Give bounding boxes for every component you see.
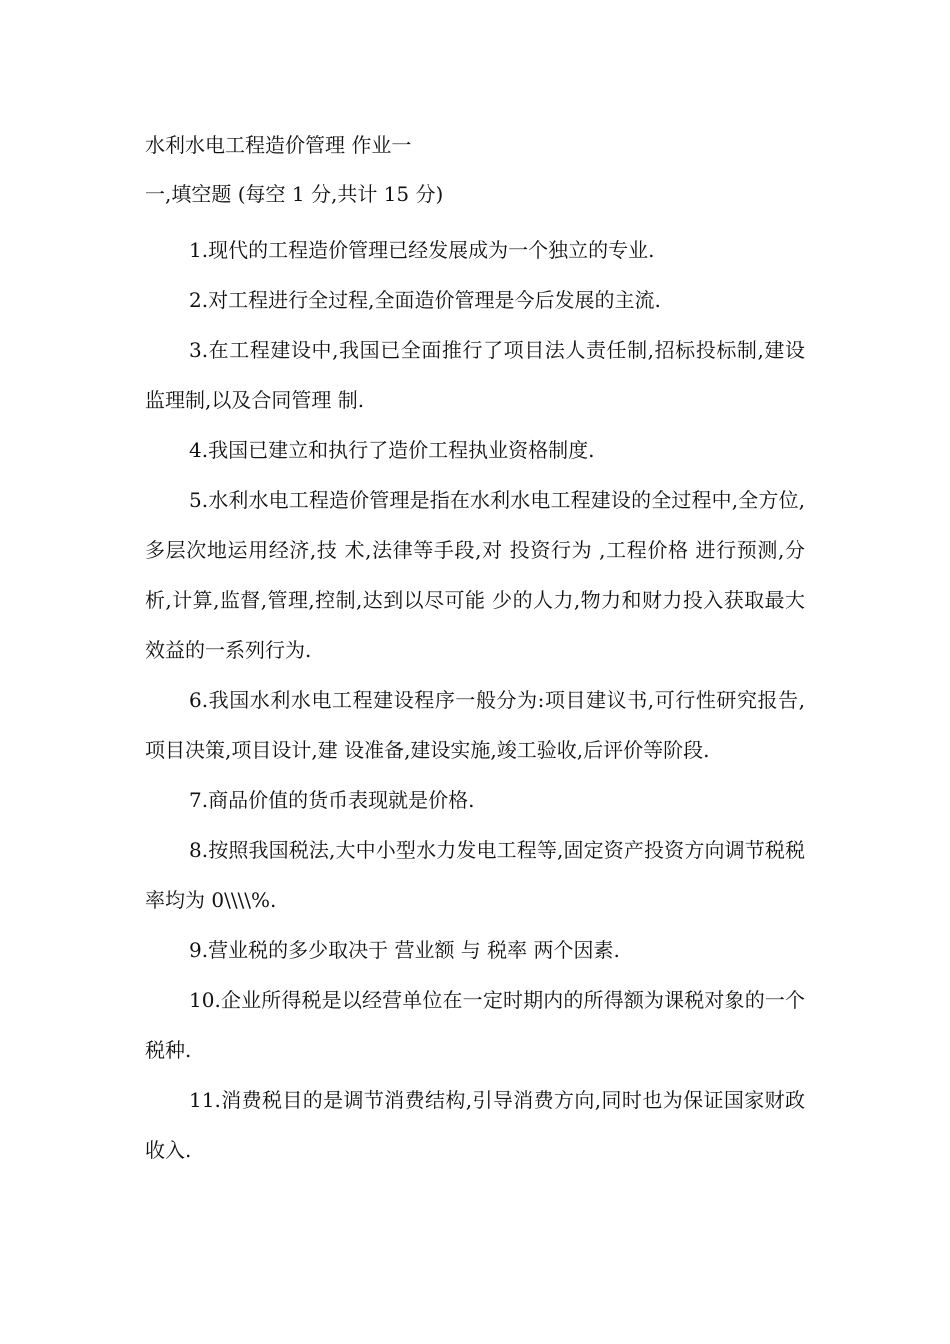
question-list xyxy=(145,225,805,1175)
question-item: 1.现代的工程造价管理已经发展成为一个独立的专业. xyxy=(189,238,655,262)
document-title: 水利水电工程造价管理 作业一 xyxy=(145,133,412,157)
question-item: 2.对工程进行全过程,全面造价管理是今后发展的主流. xyxy=(189,288,661,312)
question-item: 5.水利水电工程造价管理是指在水利水电工程建设的全过程中,全方位,多层次地运用经济,技 术,法律等手段,对 投资行为 ,工程价格 进行预测,分析,计算,监督,管理,控制,达到以尽可能 少的人力,物力和财力投入获取最大效益的一系列行为. xyxy=(145,488,805,662)
document-page xyxy=(145,128,805,1175)
question-item: 9.营业税的多少取决于 营业额 与 税率 两个因素. xyxy=(189,938,620,962)
question-item: 3.在工程建设中,我国已全面推行了项目法人责任制,招标投标制,建设监理制,以及合同管理 制. xyxy=(145,338,805,412)
section-heading: 一,填空题 (每空 1 分,共计 15 分) xyxy=(145,182,444,206)
question-item: 11.消费税目的是调节消费结构,引导消费方向,同时也为保证国家财政收入. xyxy=(145,1088,805,1162)
question-item: 6.我国水利水电工程建设程序一般分为:项目建议书,可行性研究报告,项目决策,项目设计,建 设准备,建设实施,竣工验收,后评价等阶段. xyxy=(145,688,805,762)
question-item: 10.企业所得税是以经营单位在一定时期内的所得额为课税对象的一个税种. xyxy=(145,988,805,1062)
question-item: 8.按照我国税法,大中小型水力发电工程等,固定资产投资方向调节税税率均为 0\\\\%. xyxy=(145,838,805,912)
question-item: 4.我国已建立和执行了造价工程执业资格制度. xyxy=(189,438,595,462)
question-item: 7.商品价值的货币表现就是价格. xyxy=(189,788,475,812)
